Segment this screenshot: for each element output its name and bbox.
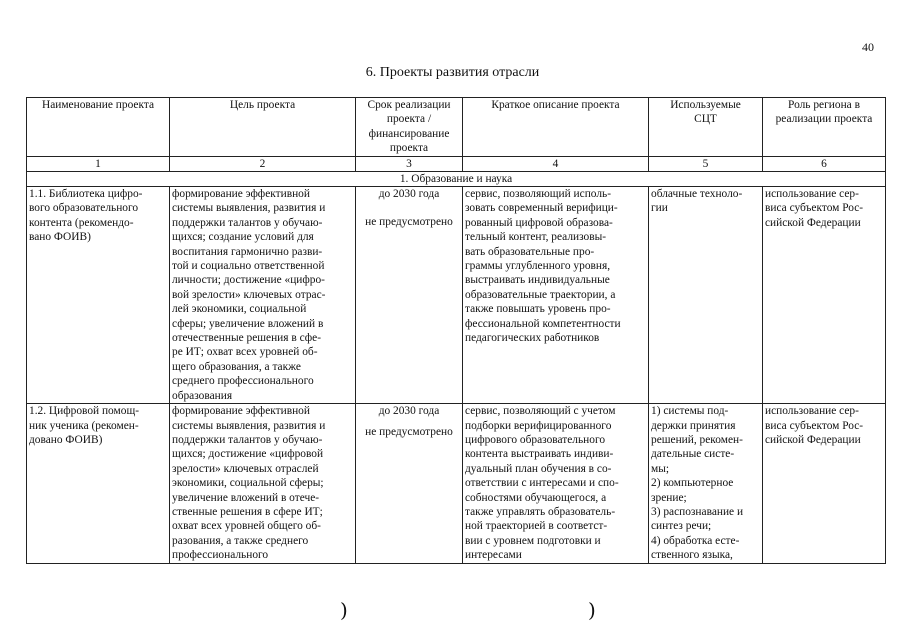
- project-name: [27, 187, 170, 404]
- column-number: 2: [170, 157, 356, 172]
- text-line: сервис, позволяющий с учетом: [465, 405, 616, 418]
- text-line: лей экономики, социальной: [172, 303, 307, 316]
- text-line: зрение;: [651, 491, 687, 504]
- text-line: экономики, социальной сферы;: [172, 477, 324, 490]
- text-line: вать образовательные про-: [465, 245, 595, 258]
- text-line: ной траекторией в соответст-: [465, 520, 608, 533]
- project-goal: [170, 187, 356, 404]
- column-number: 5: [649, 157, 763, 172]
- text-line: контента (рекомендо-: [29, 216, 134, 229]
- text-line: охват всех уровней общего об-: [172, 520, 321, 533]
- text-line: СЦТ: [694, 113, 717, 126]
- text-line: 2) компьютерное: [651, 477, 734, 490]
- text-line: педагогических работников: [465, 332, 600, 345]
- section-row: [27, 172, 886, 187]
- document-title: 6. Проекты развития отрасли: [365, 65, 540, 80]
- section-title: 1. Образование и наука: [27, 172, 886, 187]
- header-term: [356, 98, 463, 157]
- project-technologies: [649, 187, 763, 404]
- text-line: 3) распознавание и: [651, 505, 744, 518]
- text-line: щихся; создание условий для: [172, 231, 314, 244]
- term-text: до 2030 года: [378, 405, 440, 418]
- text-line: синтез речи;: [651, 520, 712, 533]
- header-goal: [170, 98, 356, 157]
- text-line: сферы; увеличение вложений в: [172, 317, 324, 330]
- project-technologies: [649, 404, 763, 563]
- project-description: [463, 187, 649, 404]
- text-line: довано ФОИВ): [29, 433, 103, 446]
- funding-text: не предусмотрено: [365, 425, 453, 438]
- text-line: Цель проекта: [229, 99, 296, 111]
- projects-table: [26, 97, 886, 564]
- text-line: ственного языка,: [651, 549, 733, 562]
- text-line: воспитания гармонично разви-: [172, 245, 323, 258]
- text-line: зовать современный верифици-: [465, 202, 618, 215]
- table-row: [27, 404, 886, 563]
- text-line: цифрового образовательного: [465, 433, 606, 446]
- header-technologies: [649, 98, 763, 157]
- text-line: Наименование проекта: [41, 99, 155, 111]
- text-line: проекта /: [386, 113, 432, 126]
- text-line: формирование эффективной: [172, 188, 310, 200]
- text-line: виса субъектом Рос-: [765, 202, 864, 215]
- text-line: финансирование: [368, 127, 450, 140]
- text-line: образования: [172, 389, 233, 402]
- pen-mark: ): [340, 598, 348, 622]
- text-line: формирование эффективной: [172, 405, 310, 418]
- project-term: [356, 187, 463, 404]
- text-line: 1.2. Цифровой помощ-: [29, 405, 140, 418]
- text-line: интересами: [465, 549, 522, 562]
- text-line: поддержки талантов у обучаю-: [172, 433, 323, 446]
- project-region-role: [763, 187, 886, 404]
- text-line: также повышать уровень про-: [465, 303, 611, 316]
- text-line: проекта: [389, 142, 429, 155]
- text-line: Краткое описание проекта: [491, 99, 620, 111]
- header-name: [27, 98, 170, 157]
- column-number: 1: [27, 157, 170, 172]
- text-line: личности; достижение «цифро-: [172, 274, 325, 287]
- text-line: щихся; достижение «цифровой: [172, 448, 324, 461]
- text-line: также управлять образователь-: [465, 505, 616, 518]
- page-number: 40: [862, 40, 874, 54]
- text-line: Срок реализации: [367, 99, 451, 111]
- column-number: 6: [763, 157, 886, 172]
- text-line: контента выстраивать индиви-: [465, 448, 614, 461]
- text-line: среднего профессионального: [172, 375, 314, 388]
- text-line: реализации проекта: [775, 113, 873, 126]
- text-line: 4) обработка есте-: [651, 534, 740, 547]
- term-text: до 2030 года: [378, 188, 440, 200]
- text-line: разования, а также среднего: [172, 534, 309, 547]
- text-line: держки принятия: [651, 419, 736, 432]
- table-header-row: [27, 98, 886, 157]
- text-line: Используемые: [670, 99, 741, 111]
- text-line: образовательные траектории, а: [465, 288, 616, 301]
- table-row: [27, 187, 886, 404]
- text-line: дуальный план обучения в со-: [465, 462, 612, 475]
- text-line: той и социально ответственной: [172, 260, 325, 273]
- text-line: сийской Федерации: [765, 433, 861, 446]
- text-line: сийской Федерации: [765, 216, 861, 229]
- text-line: рованный цифровой образова-: [465, 216, 613, 229]
- text-line: собностями обучающегося, а: [465, 491, 607, 504]
- text-line: профессионального: [172, 549, 269, 562]
- column-number: 3: [356, 157, 463, 172]
- funding-text: не предусмотрено: [365, 216, 453, 229]
- text-line: вой зрелости» ключевых отрас-: [172, 288, 326, 301]
- project-name: [27, 404, 170, 563]
- text-line: дательные систе-: [651, 448, 735, 461]
- text-line: ответствии с интересами и спо-: [465, 477, 619, 490]
- text-line: Роль региона в: [788, 99, 860, 111]
- text-line: выстраивать индивидуальные: [465, 274, 610, 287]
- text-line: виса субъектом Рос-: [765, 419, 864, 432]
- text-line: отечественные решения в сфе-: [172, 332, 322, 345]
- text-line: 1.1. Библиотека цифро-: [29, 188, 143, 200]
- header-region-role: [763, 98, 886, 157]
- text-line: решений, рекомен-: [651, 433, 743, 446]
- text-line: использование сер-: [765, 405, 859, 418]
- text-line: ре ИТ; охват всех уровней об-: [172, 346, 318, 359]
- text-line: системы выявления, развития и: [172, 419, 326, 432]
- text-line: тельный контент, реализовы-: [465, 231, 607, 244]
- text-line: облачные техноло-: [651, 188, 743, 200]
- project-description: [463, 404, 649, 563]
- column-number: 4: [463, 157, 649, 172]
- text-line: зрелости» ключевых отраслей: [172, 462, 319, 475]
- project-goal: [170, 404, 356, 563]
- text-line: граммы углубленного уровня,: [465, 260, 611, 273]
- project-term: [356, 404, 463, 563]
- text-line: вого образовательного: [29, 202, 139, 215]
- text-line: увеличение вложений в отече-: [172, 491, 320, 504]
- text-line: сервис, позволяющий исполь-: [465, 188, 612, 200]
- text-line: подборки верифицированного: [465, 419, 612, 432]
- text-line: ник ученика (рекомен-: [29, 419, 139, 432]
- text-line: щего образования, а также: [172, 360, 301, 373]
- text-line: вии с уровнем подготовки и: [465, 534, 601, 547]
- text-line: гии: [651, 202, 668, 215]
- text-line: использование сер-: [765, 188, 859, 200]
- project-region-role: [763, 404, 886, 563]
- text-line: системы выявления, развития и: [172, 202, 326, 215]
- pen-mark: ): [588, 598, 596, 622]
- column-number-row: [27, 157, 886, 172]
- header-description: [463, 98, 649, 157]
- text-line: мы;: [651, 462, 670, 475]
- text-line: ственные решения в сфере ИТ;: [172, 505, 323, 518]
- text-line: вано ФОИВ): [29, 231, 91, 244]
- text-line: поддержки талантов у обучаю-: [172, 216, 323, 229]
- text-line: фессиональной компетентности: [465, 317, 621, 330]
- text-line: 1) системы под-: [651, 405, 729, 418]
